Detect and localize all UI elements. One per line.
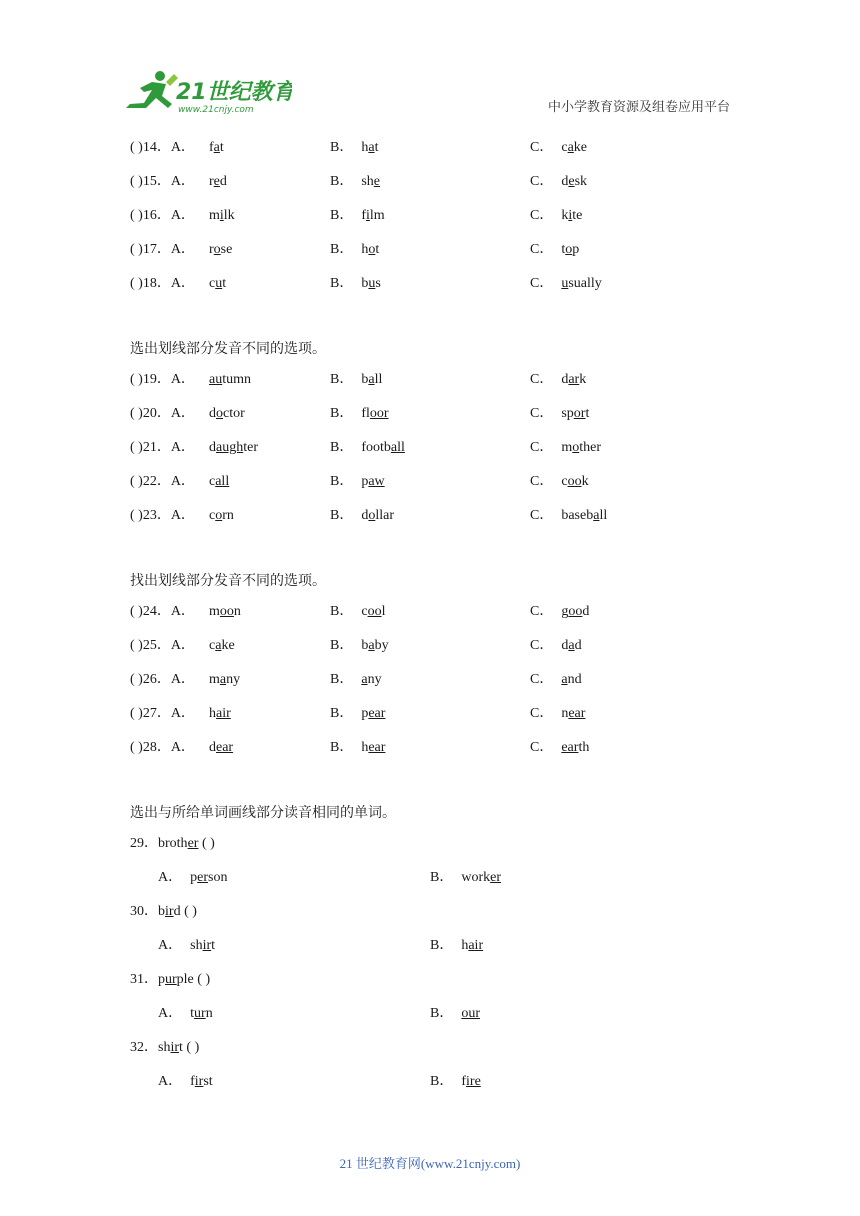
option-a[interactable] [209, 701, 231, 727]
option-b-word: dollar [361, 508, 394, 523]
option-b[interactable] [330, 401, 389, 427]
option-c-word: top [561, 242, 580, 257]
options-row [130, 865, 750, 899]
option-c-label: C． [530, 174, 554, 189]
question-number: ( )14．A． [130, 140, 195, 155]
option-c-word: sport [561, 406, 590, 421]
underlined-part: all [390, 440, 405, 455]
option-b-word: hot [361, 242, 380, 257]
option-b-word: she [361, 174, 381, 189]
option-a[interactable] [209, 237, 232, 263]
question-stem [130, 831, 750, 865]
underlined-part: air [216, 706, 231, 721]
option-b-word [461, 1006, 480, 1021]
option-c-word: usually [561, 276, 602, 291]
option-b[interactable] [330, 735, 385, 761]
question-row [130, 599, 750, 633]
question-row [130, 203, 750, 237]
option-b[interactable] [430, 933, 483, 959]
option-a[interactable] [209, 503, 234, 529]
question-row [130, 271, 750, 305]
underlined-part: e [568, 174, 575, 189]
question-group-4 [130, 831, 750, 1103]
underlined-part: o [215, 508, 223, 523]
underlined-part: e [213, 174, 220, 189]
option-a-word: first [190, 1074, 213, 1089]
underlined-part: a [567, 140, 574, 155]
option-c-word: kite [561, 208, 583, 223]
option-c-label: C． [530, 508, 554, 523]
question-row [130, 237, 750, 271]
option-b-label: B． [430, 870, 454, 885]
option-a-label: A． [158, 870, 183, 885]
question-row [130, 169, 750, 203]
answer-blank[interactable]: ( ) [198, 836, 215, 851]
option-b[interactable] [430, 865, 501, 891]
underlined-part: oo [367, 604, 382, 619]
underlined-part: all [215, 474, 230, 489]
option-b-label: B． [330, 706, 354, 721]
option-b-word: fire [461, 1074, 481, 1089]
option-b-word: bus [361, 276, 381, 291]
question-row [130, 701, 750, 735]
question-number: ( )15．A． [130, 174, 195, 189]
question-row [130, 735, 750, 769]
option-b-word: ball [361, 372, 383, 387]
option-b-label: B． [330, 208, 354, 223]
option-a-label: A． [158, 1006, 183, 1021]
option-a-word: rose [209, 242, 233, 257]
option-a[interactable] [209, 401, 245, 427]
page-footer: 21 世纪教育网(www.21cnjy.com) [339, 1156, 521, 1171]
option-b-label: B． [330, 242, 354, 257]
option-a-word: doctor [209, 406, 245, 421]
option-c-label: C． [530, 638, 554, 653]
question-row [130, 503, 750, 537]
option-a-word: turn [190, 1006, 213, 1021]
answer-blank[interactable]: ( ) [193, 972, 211, 987]
option-b[interactable] [330, 435, 405, 461]
question-number: ( )25．A． [130, 638, 195, 653]
option-a[interactable] [209, 169, 227, 195]
underlined-part: o [368, 242, 376, 257]
underlined-part: oo [567, 474, 582, 489]
header-tagline: 中小学教育资源及组卷应用平台 [547, 99, 730, 114]
option-c-word: and [561, 672, 582, 687]
option-c-word: desk [561, 174, 588, 189]
question-number: 29． [130, 836, 158, 851]
option-c[interactable] [530, 435, 601, 461]
underlined-part: a [368, 638, 375, 653]
question-number: ( )23．A． [130, 508, 195, 523]
underlined-part: ear [368, 706, 386, 721]
options-row [130, 933, 750, 967]
underlined-part: ir [194, 1074, 204, 1089]
underlined-part: ear [368, 740, 386, 755]
option-c[interactable] [530, 633, 582, 659]
question-row [130, 469, 750, 503]
option-b-word: baby [361, 638, 389, 653]
underlined-part: ire [466, 1074, 481, 1089]
question-row [130, 367, 750, 401]
question-number: ( )28．A． [130, 740, 195, 755]
option-c-label: C． [530, 740, 554, 755]
underlined-part: au [209, 372, 223, 387]
underlined-part: a [368, 372, 375, 387]
option-b-label: B． [330, 140, 354, 155]
option-b-label: B． [330, 440, 354, 455]
question-group-3 [130, 599, 750, 769]
option-b[interactable] [330, 203, 385, 229]
option-a[interactable] [209, 599, 241, 625]
question-number: ( )18．A． [130, 276, 195, 291]
option-b[interactable] [330, 135, 378, 161]
underlined-part: a [368, 140, 375, 155]
option-b-label: B． [330, 406, 354, 421]
option-b[interactable] [330, 599, 385, 625]
option-c-label: C． [530, 140, 554, 155]
question-number: 32． [130, 1040, 158, 1055]
option-c-word: cake [561, 140, 587, 155]
underlined-part: oo [568, 604, 583, 619]
underlined-part: oo [219, 604, 234, 619]
underlined-part: a [561, 672, 568, 687]
underlined-part: o [216, 406, 223, 421]
option-a[interactable] [209, 735, 233, 761]
option-b-label: B． [330, 604, 354, 619]
option-b-label: B． [430, 938, 454, 953]
option-c[interactable] [530, 135, 587, 161]
underlined-part: ur [194, 1006, 206, 1021]
question-row [130, 435, 750, 469]
question-group-1 [130, 135, 750, 305]
option-b-label: B． [430, 1006, 454, 1021]
option-c[interactable] [530, 237, 579, 263]
option-b[interactable] [330, 701, 385, 727]
option-a-word: autumn [209, 372, 251, 387]
option-b-word: hair [461, 938, 484, 953]
option-a[interactable] [158, 865, 227, 891]
underlined-part: ir [202, 938, 212, 953]
underlined-part: ear [568, 706, 586, 721]
option-c-word: good [561, 604, 590, 619]
option-c[interactable] [530, 169, 587, 195]
section-title-4: 选出与所给单词画线部分读音相同的单词。 [130, 806, 396, 821]
option-c[interactable] [530, 599, 589, 625]
option-c[interactable] [530, 701, 585, 727]
option-c-word: dad [561, 638, 582, 653]
option-c[interactable] [530, 367, 586, 393]
question-stem [130, 967, 750, 1001]
option-b-label: B． [330, 508, 354, 523]
option-a-word: hair [209, 706, 231, 721]
underlined-part: ear [216, 740, 234, 755]
underlined-part: aw [368, 474, 385, 489]
option-b[interactable] [330, 367, 382, 393]
option-b[interactable] [330, 633, 389, 659]
option-b-label: B． [330, 372, 354, 387]
question-row [130, 135, 750, 169]
question-word: purple [158, 972, 194, 987]
underlined-part: e [373, 174, 381, 189]
answer-blank[interactable]: ( ) [182, 1040, 200, 1055]
option-a-word: call [209, 474, 230, 489]
option-a[interactable] [158, 1069, 213, 1095]
underlined-part: ir [165, 904, 174, 919]
question-word: bird [158, 904, 181, 919]
option-b-label: B． [330, 740, 354, 755]
option-a-word: daughter [209, 440, 258, 455]
question-number: ( )17．A． [130, 242, 195, 257]
option-b-word: worker [461, 870, 502, 885]
underlined-part: a [593, 508, 600, 523]
logo [122, 68, 292, 116]
option-c-label: C． [530, 406, 554, 421]
underlined-part: o [213, 242, 221, 257]
option-b-label: B． [430, 1074, 454, 1089]
logo-url: www.21cnjy.com [178, 105, 254, 115]
question-row [130, 401, 750, 435]
underlined-part: our [461, 1006, 481, 1021]
underlined-part: oor [369, 406, 389, 421]
option-b-word: pear [361, 706, 386, 721]
option-a[interactable] [209, 435, 258, 461]
option-a[interactable] [209, 667, 240, 693]
option-a[interactable] [209, 633, 235, 659]
runner-logo-icon [122, 68, 292, 116]
option-a-word: fat [209, 140, 224, 155]
question-number: 30． [130, 904, 158, 919]
option-b-word: floor [361, 406, 389, 421]
option-c-word: near [561, 706, 586, 721]
underlined-part: augh [216, 440, 244, 455]
underlined-part: air [468, 938, 484, 953]
option-a-word: red [209, 174, 227, 189]
underlined-part: o [565, 242, 573, 257]
option-a[interactable] [209, 271, 226, 297]
option-a-word: milk [209, 208, 235, 223]
underlined-part: a [568, 638, 575, 653]
question-number: ( )21．A． [130, 440, 195, 455]
underlined-part: ear [561, 740, 579, 755]
answer-blank[interactable]: ( ) [180, 904, 197, 919]
underlined-part: a [213, 140, 220, 155]
option-a[interactable] [209, 367, 251, 393]
option-b-label: B． [330, 174, 354, 189]
option-b[interactable] [330, 169, 380, 195]
underlined-part: er [197, 870, 209, 885]
option-b-word: any [361, 672, 382, 687]
option-b-label: B． [330, 638, 354, 653]
underlined-part: ar [568, 372, 580, 387]
option-c[interactable] [530, 667, 582, 693]
option-a[interactable] [158, 933, 215, 959]
option-b-word: hat [361, 140, 379, 155]
option-c-label: C． [530, 276, 554, 291]
option-a-label: A． [158, 938, 183, 953]
option-c-label: C． [530, 706, 554, 721]
question-number: ( )24．A． [130, 604, 195, 619]
option-c-word: dark [561, 372, 587, 387]
option-a-word: person [190, 870, 228, 885]
option-a[interactable] [209, 203, 235, 229]
question-stem [130, 899, 750, 933]
question-row [130, 667, 750, 701]
section-title-2: 选出划线部分发音不同的选项。 [130, 342, 326, 357]
option-c[interactable] [530, 735, 589, 761]
underlined-part: o [572, 440, 580, 455]
option-c[interactable] [530, 469, 589, 495]
underlined-part: a [215, 638, 222, 653]
underlined-part: er [490, 870, 502, 885]
question-word: shirt [158, 1040, 183, 1055]
option-a-word: dear [209, 740, 234, 755]
option-a-label: A． [158, 1074, 183, 1089]
option-c-label: C． [530, 440, 554, 455]
option-c-label: C． [530, 474, 554, 489]
option-b[interactable] [330, 237, 379, 263]
option-b[interactable] [330, 469, 385, 495]
option-c-word: earth [561, 740, 590, 755]
options-row [130, 1001, 750, 1035]
option-b-word: hear [361, 740, 386, 755]
underlined-part: u [215, 276, 223, 291]
question-number: ( )20．A． [130, 406, 195, 421]
option-c-label: C． [530, 604, 554, 619]
option-a-word: moon [209, 604, 241, 619]
option-c[interactable] [530, 271, 602, 297]
option-b-word: paw [361, 474, 385, 489]
underlined-part: i [219, 208, 224, 223]
option-b[interactable] [330, 667, 382, 693]
option-a-word: cut [209, 276, 227, 291]
question-number: ( )27．A． [130, 706, 195, 721]
underlined-part: u [368, 276, 376, 291]
underlined-part: er [187, 836, 199, 851]
option-c-label: C． [530, 672, 554, 687]
option-c-label: C． [530, 208, 554, 223]
exercise-content [130, 135, 750, 1103]
option-a-word: shirt [190, 938, 216, 953]
option-b-label: B． [330, 474, 354, 489]
logo-text: 21世纪教育 [176, 80, 292, 105]
option-b-word: football [361, 440, 405, 455]
option-b-label: B． [330, 672, 354, 687]
underlined-part: u [561, 276, 569, 291]
underlined-part: i [568, 208, 573, 223]
question-group-2 [130, 367, 750, 537]
question-number: 31． [130, 972, 158, 987]
page-header [0, 0, 860, 125]
option-b-word: film [361, 208, 385, 223]
question-word: brother [158, 836, 199, 851]
section-title-3: 找出划线部分发音不同的选项。 [130, 574, 326, 589]
option-b[interactable] [430, 1001, 480, 1027]
option-a[interactable] [209, 469, 229, 495]
option-c-word: baseball [561, 508, 608, 523]
option-a-word: corn [209, 508, 234, 523]
option-a-word: cake [209, 638, 235, 653]
option-b[interactable] [330, 271, 381, 297]
option-c-word: cook [561, 474, 589, 489]
option-a-word: many [209, 672, 241, 687]
options-row [130, 1069, 750, 1103]
underlined-part: i [366, 208, 370, 223]
underlined-part: a [219, 672, 227, 687]
underlined-part: ur [165, 972, 177, 987]
underlined-part: o [368, 508, 376, 523]
option-c[interactable] [530, 203, 582, 229]
question-number: ( )19．A． [130, 372, 195, 387]
underlined-part: ir [170, 1040, 180, 1055]
option-b[interactable] [330, 503, 394, 529]
option-c-word: mother [561, 440, 601, 455]
option-c-label: C． [530, 372, 554, 387]
option-c-label: C． [530, 242, 554, 257]
option-c[interactable] [530, 503, 607, 529]
underlined-part: a [361, 672, 368, 687]
question-number: ( )26．A． [130, 672, 195, 687]
option-c[interactable] [530, 401, 589, 427]
option-b[interactable] [430, 1069, 481, 1095]
option-b-word: cool [361, 604, 386, 619]
question-stem [130, 1035, 750, 1069]
option-a[interactable] [209, 135, 224, 161]
question-number: ( )16．A． [130, 208, 195, 223]
option-a[interactable] [158, 1001, 213, 1027]
underlined-part: or [573, 406, 586, 421]
question-number: ( )22．A． [130, 474, 195, 489]
question-row [130, 633, 750, 667]
option-b-label: B． [330, 276, 354, 291]
